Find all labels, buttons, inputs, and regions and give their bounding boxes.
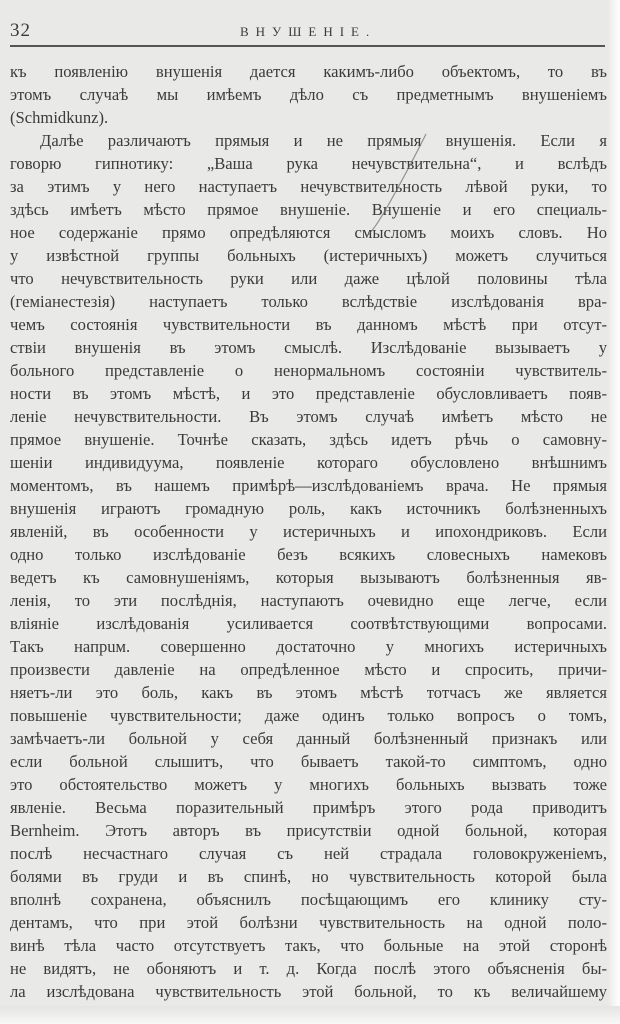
text-line: ное содержаніе прямо опредѣляются смысломъ моихъ словъ. Но <box>10 223 607 242</box>
text-line: (Schmidkunz). <box>10 108 109 127</box>
text-line: если больной слышитъ, что бываетъ такой-то симптомъ, одно <box>10 752 607 771</box>
text-line: ленія, то эти послѣднія, наступаютъ очевидно еще легче, если <box>10 591 607 610</box>
text-line: у извѣстной группы больныхъ (истеричныхъ) можетъ случиться <box>10 246 607 265</box>
text-line: Далѣе различаютъ прямыя и не прямыя внушенія. Если я <box>40 131 607 150</box>
text-line: шеніи индивидуума, появленіе котораго обусловлено внѣшнимъ <box>10 453 607 472</box>
page-number: 32 <box>10 20 31 41</box>
text-line: къ появленію внушенія дается какимъ-либо объектомъ, то въ <box>10 62 607 81</box>
text-line: моментомъ, въ нашемъ примѣрѣ—изслѣдованіемъ врача. Не прямыя <box>10 476 607 495</box>
text-line: внушенія играютъ громадную роль, какъ источникъ болѣзненныхъ <box>10 499 607 518</box>
text-line: ности въ этомъ мѣстѣ, и это представленіе обусловливаетъ появ- <box>10 384 607 403</box>
scan-edge-bottom <box>0 1006 620 1024</box>
page-header <box>0 0 620 48</box>
text-line: Такъ напрuм. совершенно достаточно у многихъ истеричныхъ <box>10 637 607 656</box>
scan-edge-right <box>608 0 620 1024</box>
text-line: дентамъ, что при этой болѣзни чувствительность на одной поло- <box>10 913 607 932</box>
text-line: явленій, въ особенности у истеричныхъ и ипохондриковъ. Если <box>10 522 607 541</box>
header-rule <box>10 45 605 47</box>
text-line: леніе нечувствительности. Въ этомъ случаѣ имѣетъ мѣсто не <box>10 407 607 426</box>
text-line: не видятъ, не обоняютъ и т. д. Когда послѣ этого объясненія бы- <box>10 959 607 978</box>
text-line: Bernheim. Этотъ авторъ въ присутствіи одной больной, которая <box>10 821 607 840</box>
text-line: чемъ состоянія чувствительности въ данномъ мѣстѣ при отсут- <box>10 315 607 334</box>
text-line: (геміанестезія) наступаетъ только вслѣдствіе изслѣдованія вра- <box>10 292 607 311</box>
body-text <box>10 60 607 1003</box>
text-line: вполнѣ сохранена, объяснилъ посѣщающимъ его клинику сту- <box>10 890 607 909</box>
text-line: ствіи внушенія въ этомъ смыслѣ. Изслѣдованіе вызываетъ у <box>10 338 607 357</box>
text-line: явленіе. Весьма поразительный примѣръ этого рода приводитъ <box>10 798 607 817</box>
text-line: послѣ несчастнаго случая съ ней страдала головокруженіемъ, <box>10 844 607 863</box>
text-line: замѣчаетъ-ли больной у себя данный болѣзненный признакъ или <box>10 729 607 748</box>
text-line: ведетъ къ самовнушеніямъ, которыя вызываютъ болѣзненныя яв- <box>10 568 607 587</box>
text-line: это обстоятельство можетъ у многихъ больныхъ вызвать тоже <box>10 775 607 794</box>
text-line: ла изслѣдована чувствительность этой больной, то къ величайшему <box>10 982 607 1001</box>
text-line: говорю гипнотику: „Ваша рука нечувствительна“, и вслѣдъ <box>10 154 607 173</box>
text-line: за этимъ у него наступаетъ нечувствительность лѣвой руки, то <box>10 177 607 196</box>
text-line: что нечувствительность руки или даже цѣлой половины тѣла <box>10 269 607 288</box>
text-line: этомъ случаѣ мы имѣемъ дѣло съ предметнымъ внушеніемъ <box>10 85 607 104</box>
text-line: вліяніе изслѣдованія усиливается соотвѣтствующими вопросами. <box>10 614 607 633</box>
text-line: няетъ-ли это боль, какъ въ этомъ мѣстѣ тотчасъ же является <box>10 683 607 702</box>
text-line: повышеніе чувствительности; даже одинъ только вопросъ о томъ, <box>10 706 607 725</box>
text-line: болями въ груди и въ спинѣ, но чувствительность которой была <box>10 867 607 886</box>
text-line: прямое внушеніе. Точнѣе сказать, здѣсь идетъ рѣчь о самовну- <box>10 430 607 449</box>
running-head: ВНУШЕНІЕ. <box>240 24 377 39</box>
text-line: произвести давленіе на опредѣленное мѣсто и спросить, причи- <box>10 660 607 679</box>
text-line: винѣ тѣла часто отсутствуетъ такъ, что больные на этой сторонѣ <box>10 936 607 955</box>
text-line: больного представленіе о ненормальномъ состояніи чувствитель- <box>10 361 607 380</box>
text-line: одно только изслѣдованіе безъ всякихъ словесныхъ намековъ <box>10 545 607 564</box>
text-line: здѣсь имѣетъ мѣсто прямое внушеніе. Внушеніе и его специаль- <box>10 200 607 219</box>
